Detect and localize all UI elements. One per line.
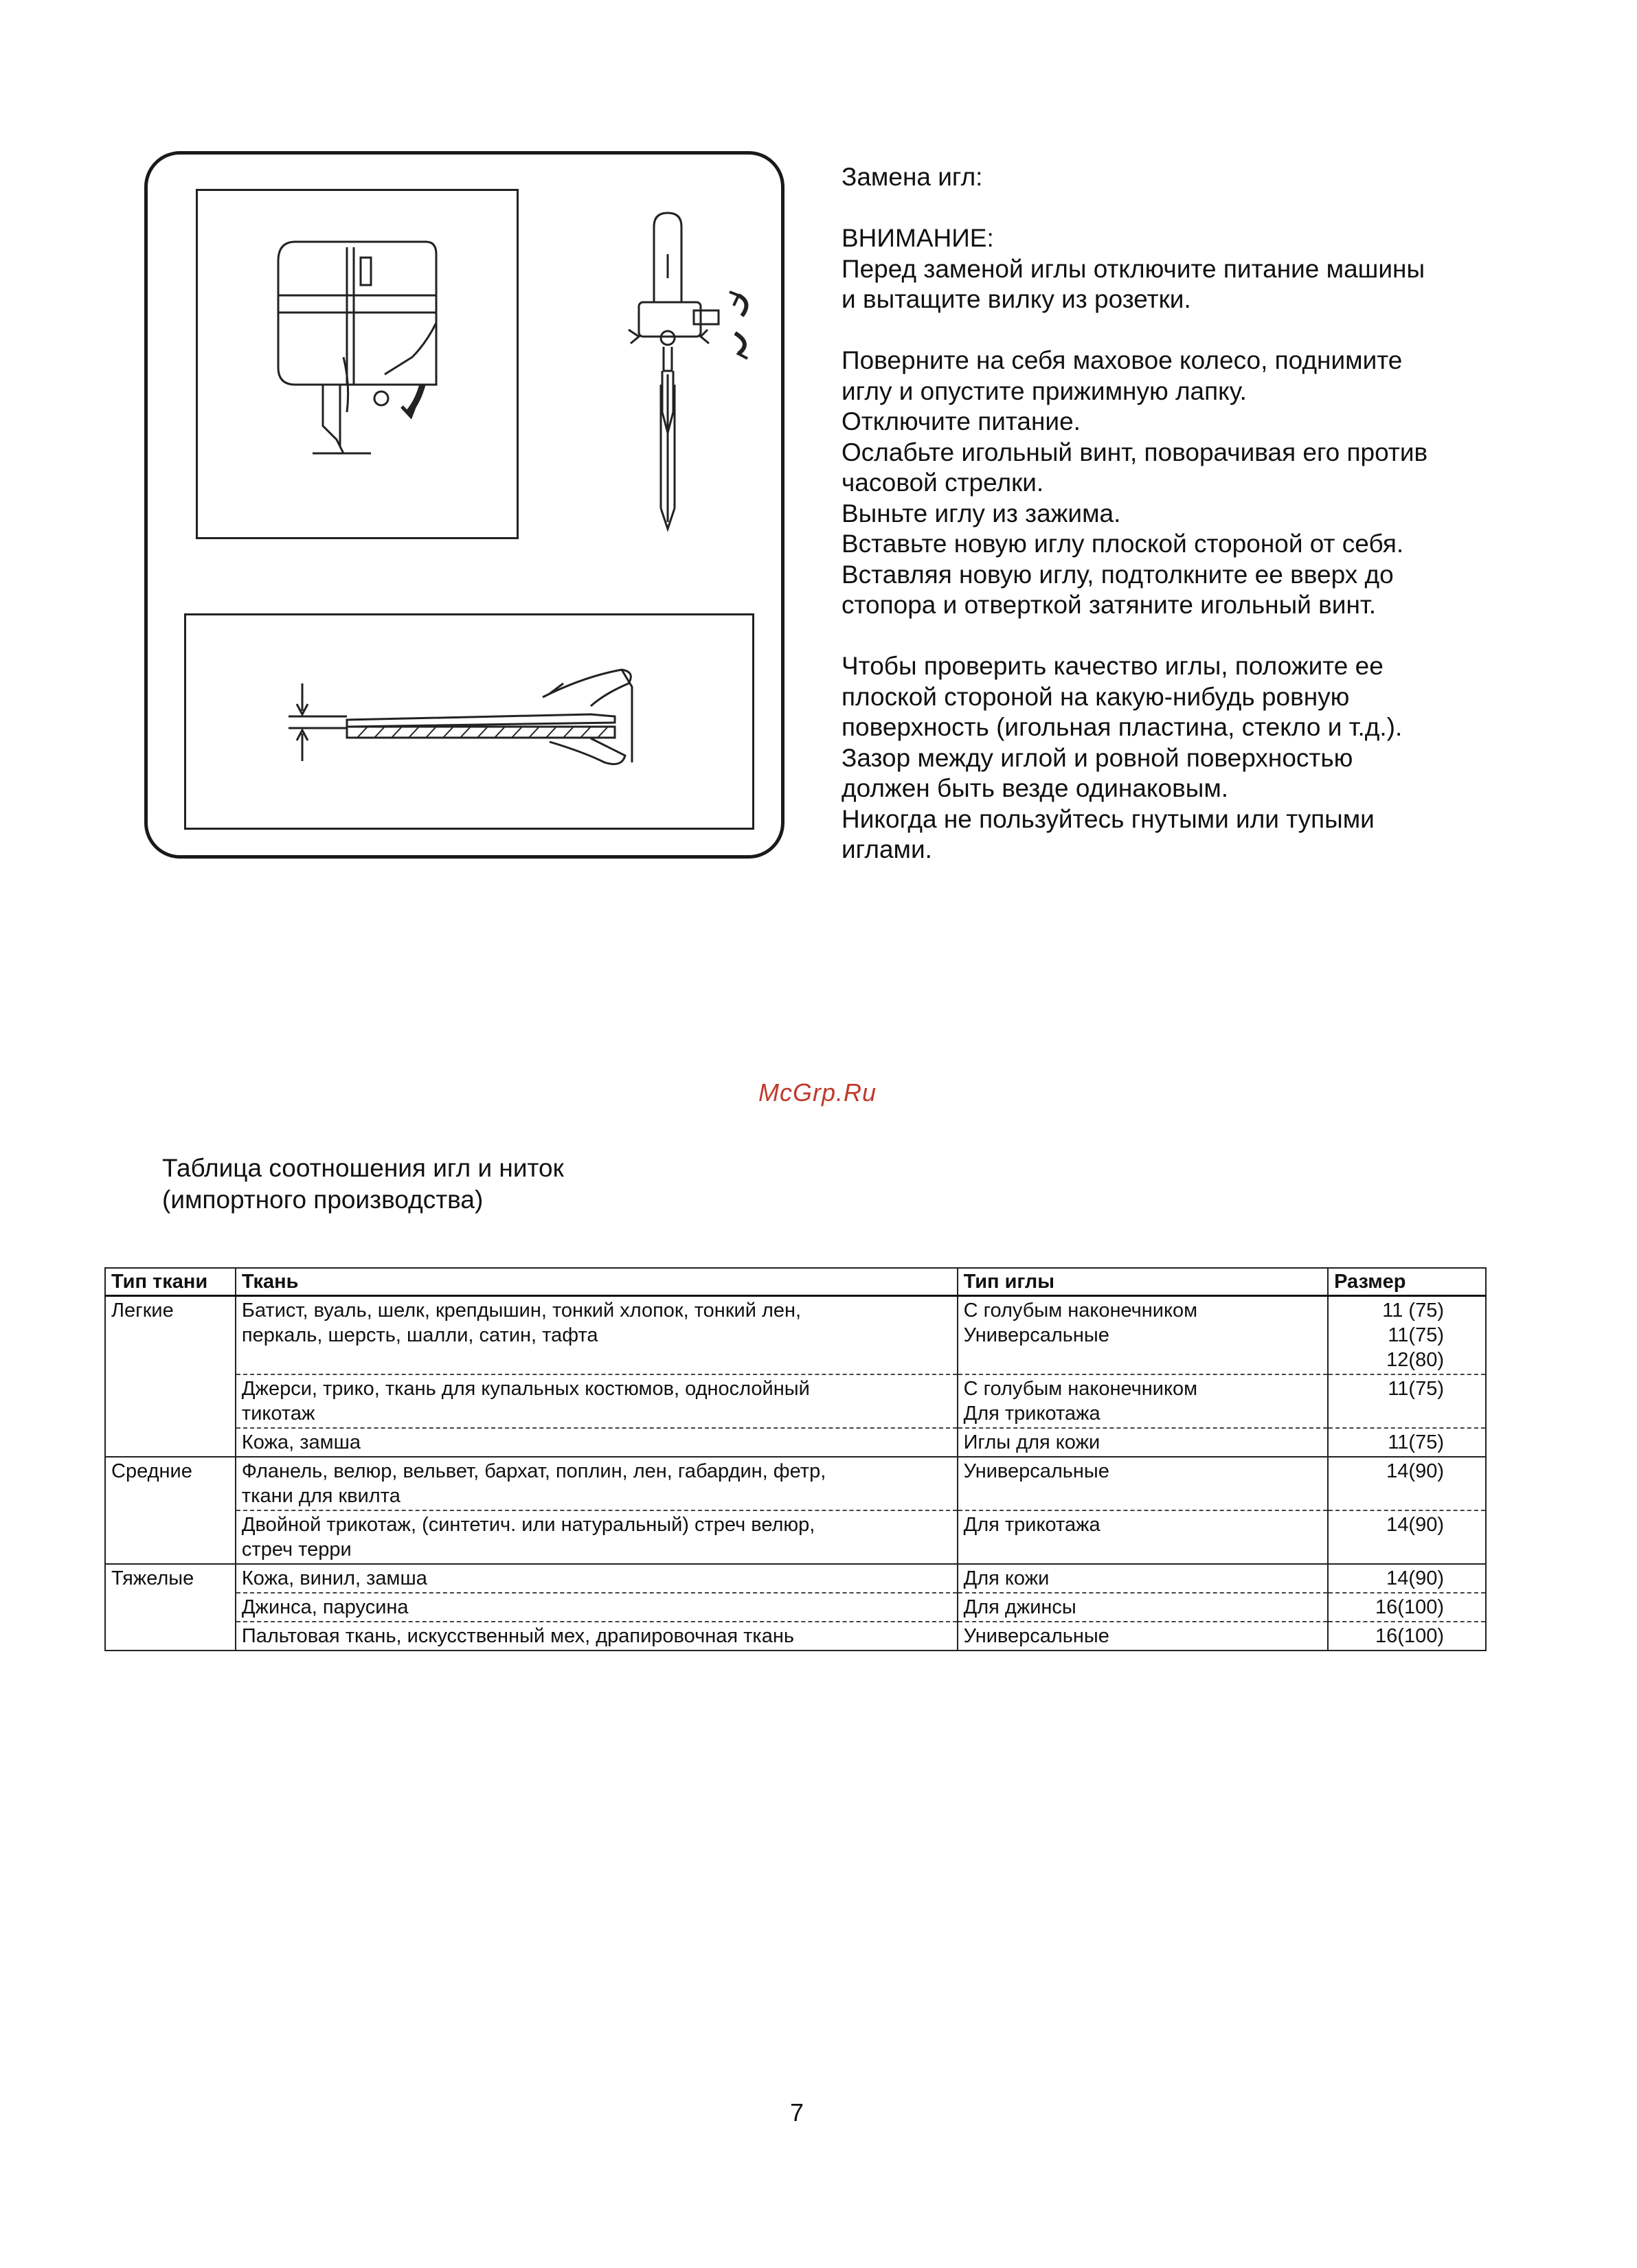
size-cell: 14(90)	[1328, 1457, 1486, 1510]
step-line: иглу и опустите прижимную лапку.	[842, 376, 1247, 405]
header-size: Размер	[1328, 1268, 1486, 1296]
header-fabric: Ткань	[236, 1268, 958, 1296]
table-row	[105, 1564, 1486, 1593]
table-row	[105, 1510, 1486, 1564]
size-cell: 14(90)	[1328, 1510, 1486, 1564]
size-cell: 11(75)	[1328, 1428, 1486, 1457]
category-cell: Легкие	[105, 1296, 236, 1458]
fabric-cell: Батист, вуаль, шелк, крепдышин, тонкий хлопок, тонкий лен, перкаль, шерсть, шалли, сатин, тафта	[236, 1296, 958, 1375]
fabric-cell: Джинса, парусина	[236, 1593, 958, 1622]
needle-cell: Универсальные	[958, 1622, 1329, 1651]
step-line: часовой стрелки.	[842, 468, 1044, 497]
size-cell: 16(100)	[1328, 1622, 1486, 1651]
needle-cell: Для трикотажа	[958, 1510, 1329, 1564]
needle-clamp-closeup-icon	[629, 213, 747, 529]
instructions-title: Замена игл:	[842, 163, 983, 191]
category-cell: Средние	[105, 1457, 236, 1564]
header-fabric-type: Тип ткани	[105, 1268, 236, 1296]
needle-cell: С голубым наконечником Для трикотажа	[958, 1374, 1329, 1428]
category-cell: Тяжелые	[105, 1564, 236, 1651]
page-number: 7	[790, 2098, 804, 2127]
needle-cell: Для джинсы	[958, 1593, 1329, 1622]
fabric-cell: Кожа, винил, замша	[236, 1564, 958, 1593]
table-row	[105, 1622, 1486, 1651]
needle-cell: Для кожи	[958, 1564, 1329, 1593]
fabric-cell: Джерси, трико, ткань для купальных костюмов, однослойный тикотаж	[236, 1374, 958, 1428]
needle-cell: С голубым наконечником Универсальные	[958, 1296, 1329, 1375]
check-line: Никогда не пользуйтесь гнутыми или тупыми	[842, 804, 1375, 833]
step-line: Ослабьте игольный винт, поворачивая его против	[842, 438, 1428, 466]
size-cell: 14(90)	[1328, 1564, 1486, 1593]
table-row	[105, 1428, 1486, 1457]
needle-flatness-check-icon	[289, 670, 632, 764]
header-needle-type: Тип иглы	[958, 1268, 1329, 1296]
table-row	[105, 1593, 1486, 1622]
fabric-cell: Кожа, замша	[236, 1428, 958, 1457]
table-row	[105, 1374, 1486, 1428]
fabric-cell: Фланель, велюр, вельвет, бархат, поплин, лен, габардин, фетр, ткани для квилта	[236, 1457, 958, 1510]
step-line: Выньте иглу из зажима.	[842, 499, 1121, 528]
warning-line: и вытащите вилку из розетки.	[842, 285, 1191, 313]
check-line: Чтобы проверить качество иглы, положите ее	[842, 652, 1384, 680]
table-row	[105, 1296, 1486, 1375]
size-cell: 11(75)	[1328, 1374, 1486, 1428]
size-cell: 11 (75) 11(75) 12(80)	[1328, 1296, 1486, 1375]
check-line: плоской стороной на какую-нибудь ровную	[842, 682, 1350, 711]
size-cell: 16(100)	[1328, 1593, 1486, 1622]
table-title-line: Таблица соотношения игл и ниток	[162, 1154, 564, 1182]
step-line: стопора и отверткой затяните игольный винт.	[842, 591, 1377, 619]
warning-line: Перед заменой иглы отключите питание машины	[842, 254, 1425, 283]
table-title	[162, 1153, 564, 1216]
table-header-row	[105, 1268, 1486, 1296]
sewing-machine-head-icon	[278, 242, 436, 453]
watermark-link[interactable]: McGrp.Ru	[758, 1078, 877, 1107]
fabric-cell: Двойной трикотаж, (синтетич. или натуральный) стреч велюр, стреч терри	[236, 1510, 958, 1564]
step-line: Вставьте новую иглу плоской стороной от себя.	[842, 530, 1404, 558]
needle-cell: Иглы для кожи	[958, 1428, 1329, 1457]
table-row	[105, 1457, 1486, 1510]
needle-replacement-instructions	[842, 162, 1528, 865]
table-title-line: (импортного производства)	[162, 1186, 484, 1214]
check-line: Зазор между иглой и ровной поверхностью	[842, 743, 1353, 772]
check-line: иглами.	[842, 835, 932, 863]
check-line: должен быть везде одинаковым.	[842, 774, 1229, 802]
needle-thread-table	[104, 1267, 1487, 1651]
fabric-cell: Пальтовая ткань, искусственный мех, драпировочная ткань	[236, 1622, 958, 1651]
warning-heading: ВНИМАНИЕ:	[842, 224, 994, 252]
step-line: Вставляя новую иглу, подтолкните ее вверх до	[842, 560, 1394, 589]
needle-cell: Универсальные	[958, 1457, 1329, 1510]
check-line: поверхность (игольная пластина, стекло и т.д.).	[842, 713, 1403, 741]
step-line: Отключите питание.	[842, 407, 1081, 435]
step-line: Поверните на себя маховое колесо, поднимите	[842, 346, 1403, 374]
